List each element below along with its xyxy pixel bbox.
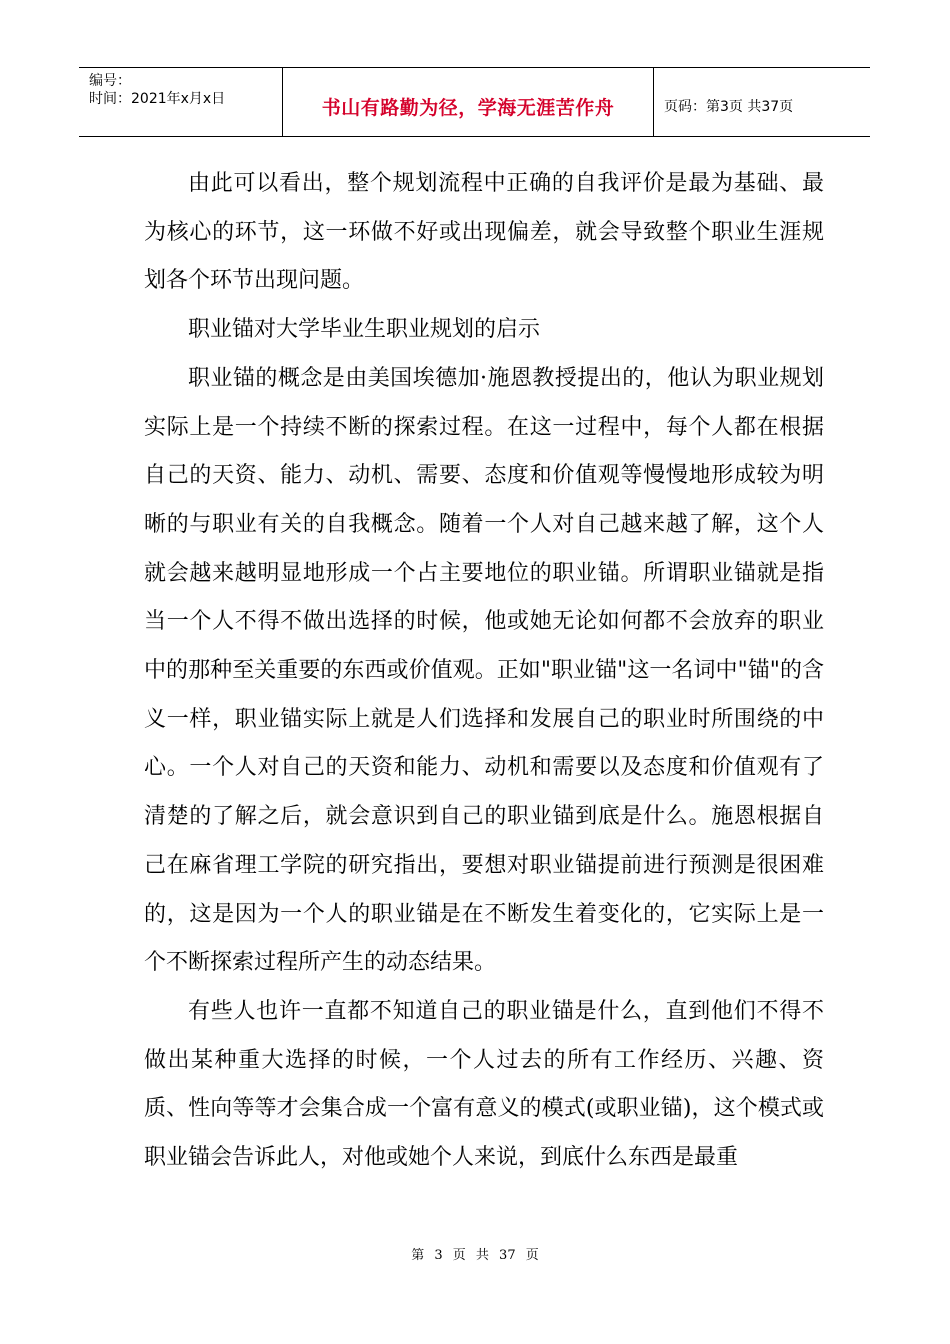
body-paragraph: 由此可以看出，整个规划流程中正确的自我评价是最为基础、最为核心的环节，这一环做不好或出现偏差，就会导致整个职业生涯规划各个环节出现问题。	[144, 171, 824, 294]
document-body	[144, 160, 824, 1183]
header-meta-cell	[79, 68, 283, 136]
header-page-cell	[654, 68, 870, 136]
body-paragraph: 有些人也许一直都不知道自己的职业锚是什么，直到他们不得不做出某种重大选择的时候，一个人过去的所有工作经历、兴趣、资质、性向等等才会集合成一个富有意义的模式(或职业锚)，这个模式或职业锚会告诉此人，对他或她个人来说，到底什么东西是最重	[144, 998, 824, 1171]
header-motto: 书山有路勤为径，学海无涯苦作舟	[321, 96, 615, 119]
header-motto-cell	[283, 68, 654, 136]
document-header	[79, 67, 870, 137]
header-page-info: 页码：第3页 共37页	[664, 99, 794, 115]
body-paragraph: 职业锚的概念是由美国埃德加·施恩教授提出的，他认为职业规划实际上是一个持续不断的探索过程。在这一过程中，每个人都在根据自己的天资、能力、动机、需要、态度和价值观等慢慢地形成较为明晰的与职业有关的自我概念。随着一个人对自己越来越了解，这个人就会越来越明显地形成一个占主要地位的职业锚。所谓职业锚就是指当一个人不得不做出选择的时候，他或她无论如何都不会放弃的职业中的那种至关重要的东西或价值观。正如"职业锚"这一名词中"锚"的含义一样，职业锚实际上就是人们选择和发展自己的职业时所围绕的中心。一个人对自己的天资和能力、动机和需要以及态度和价值观有了清楚的了解之后，就会意识到自己的职业锚到底是什么。施恩根据自己在麻省理工学院的研究指出，要想对职业锚提前进行预测是很困难的，这是因为一个人的职业锚是在不断发生着变化的，它实际上是一个不断探索过程所产生的动态结果。	[144, 365, 824, 976]
page-footer: 第 3 页 共 37 页	[411, 1248, 539, 1263]
document-date-label: 时间：2021年x月x日	[89, 91, 226, 107]
document-number-label: 编号：	[89, 73, 131, 89]
section-heading: 职业锚对大学毕业生职业规划的启示	[188, 317, 541, 343]
